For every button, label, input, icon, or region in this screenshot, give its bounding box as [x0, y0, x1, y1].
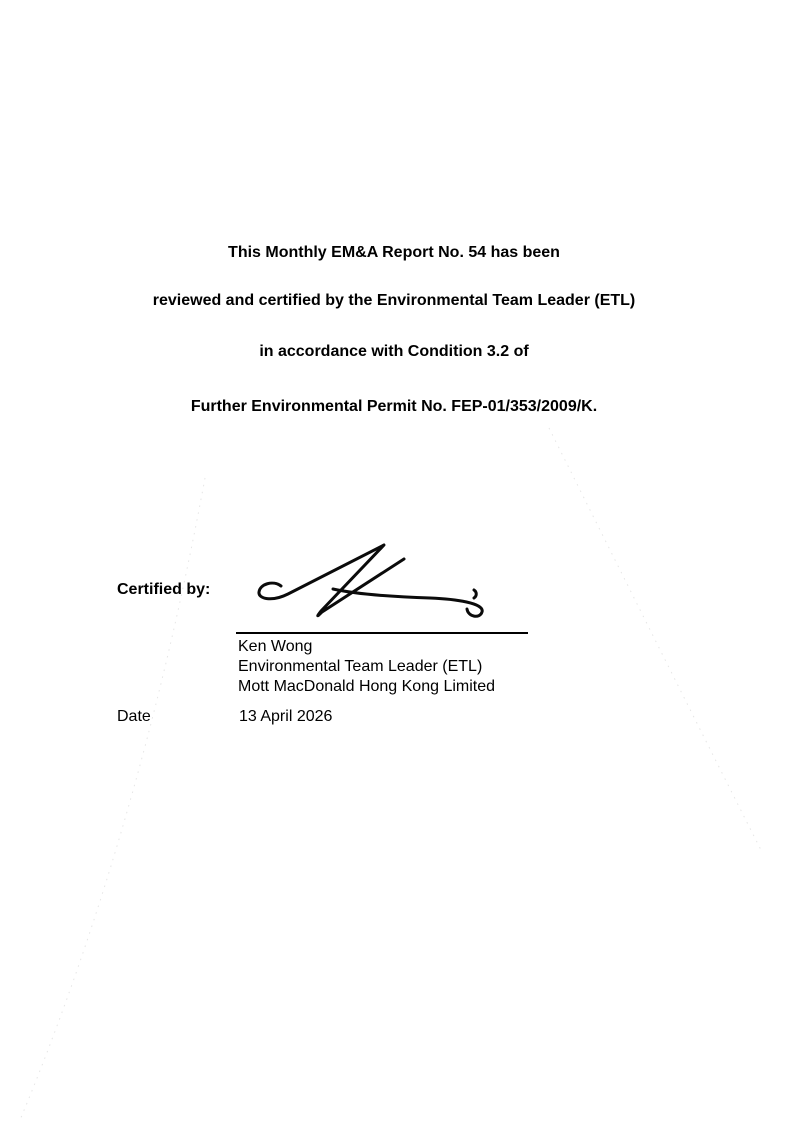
statement-line-4: Further Environmental Permit No. FEP-01/353/2009/K.: [190, 398, 598, 415]
signature-line: [236, 632, 528, 634]
signatory-name: Ken Wong: [238, 638, 313, 655]
signatory-title: Environmental Team Leader (ETL): [238, 658, 483, 675]
date-label: Date: [117, 708, 151, 725]
statement-line-1: This Monthly EM&A Report No. 54 has been: [228, 244, 560, 261]
date-value: 13 April 2026: [239, 708, 333, 725]
statement-line-2: reviewed and certified by the Environmental Team Leader (ETL): [152, 292, 636, 309]
signatory-company: Mott MacDonald Hong Kong Limited: [238, 678, 496, 695]
signature-image: [240, 530, 540, 625]
statement-line-3: in accordance with Condition 3.2 of: [259, 343, 529, 360]
signatory-block: [238, 637, 495, 697]
certified-by-label: Certified by:: [117, 581, 211, 598]
